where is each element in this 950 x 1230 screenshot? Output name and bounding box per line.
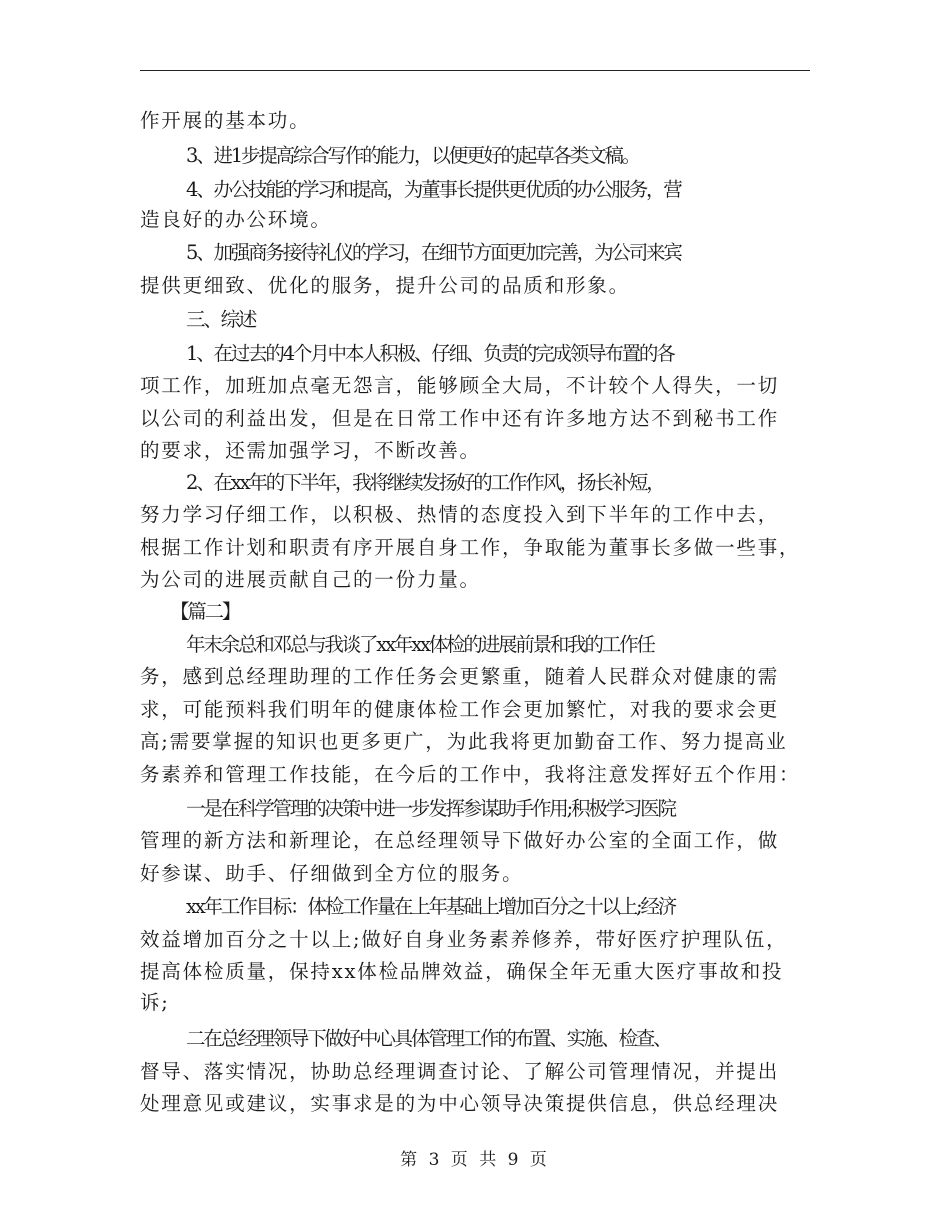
text-line: 2、在xx年的下半年，我将继续发扬好的工作作风，扬长补短， bbox=[186, 471, 664, 494]
text-line: 督导、落实情况，协助总经理调查讨论、了解公司管理情况，并提出 bbox=[140, 1060, 780, 1083]
text-line: 效益增加百分之十以上;做好自身业务素养修养，带好医疗护理队伍， bbox=[140, 928, 788, 951]
text-line: 务，感到总经理助理的工作任务会更繁重，随着人民群众对健康的需 bbox=[140, 665, 780, 688]
text-line: 求，可能预料我们明年的健康体检工作会更加繁忙，对我的要求会更 bbox=[140, 698, 780, 721]
text-line: 造良好的办公环境。 bbox=[140, 208, 332, 231]
text-line: 提供更细致、优化的服务，提升公司的品质和形象。 bbox=[140, 274, 630, 297]
text-line: 提高体检质量，保持xx体检品牌效益，确保全年无重大医疗事故和投 bbox=[140, 960, 784, 983]
section-heading: 【篇二】 bbox=[170, 600, 240, 623]
text-line: 1、在过去的4个月中本人积极、仔细、负责的完成领导布置的各 bbox=[186, 342, 674, 365]
text-line: 务素养和管理工作技能，在今后的工作中，我将注意发挥好五个作用： bbox=[140, 763, 801, 786]
text-line: 以公司的利益出发，但是在日常工作中还有许多地方达不到秘书工作 bbox=[140, 407, 780, 430]
text-line: 项工作，加班加点毫无怨言，能够顾全大局，不计较个人得失，一切 bbox=[140, 374, 780, 397]
text-line: 根据工作计划和职责有序开展自身工作，争取能为董事长多做一些事， bbox=[140, 536, 801, 559]
text-line: 管理的新方法和新理论，在总经理领导下做好办公室的全面工作，做 bbox=[140, 829, 780, 852]
text-line: 二在总经理领导下做好中心具体管理工作的布置、实施、检查、 bbox=[186, 1027, 671, 1050]
text-line: 的要求，还需加强学习，不断改善。 bbox=[140, 439, 481, 462]
text-line: 4、办公技能的学习和提高，为董事长提供更优质的办公服务，营 bbox=[186, 178, 681, 201]
text-line: 5、加强商务接待礼仪的学习，在细节方面更加完善，为公司来宾 bbox=[186, 241, 681, 264]
text-line: 年末余总和邓总与我谈了xx年xx体检的进展前景和我的工作任 bbox=[186, 633, 654, 656]
text-line: 努力学习仔细工作，以积极、热情的态度投入到下半年的工作中去， bbox=[140, 503, 780, 526]
text-line: 3、进1步提高综合写作的能力，以便更好的起草各类文稿。 bbox=[186, 144, 639, 167]
text-line: 处理意见或建议，实事求是的为中心领导决策提供信息，供总经理决 bbox=[140, 1092, 780, 1115]
text-line: 高;需要掌握的知识也更多更广，为此我将更加勤奋工作、努力提高业 bbox=[140, 730, 788, 753]
page-number: 第 3 页 共 9 页 bbox=[400, 1150, 550, 1170]
text-line: xx年工作目标：体检工作量在上年基础上增加百分之十以上;经济 bbox=[186, 895, 676, 918]
text-line: 为公司的进展贡献自己的一份力量。 bbox=[140, 568, 481, 591]
text-line: 好参谋、助手、仔细做到全方位的服务。 bbox=[140, 862, 524, 885]
text-line: 一是在科学管理的决策中进一步发挥参谋助手作用;积极学习医院 bbox=[186, 797, 675, 820]
header-rule bbox=[140, 70, 810, 71]
text-line: 诉; bbox=[140, 991, 170, 1014]
text-line: 作开展的基本功。 bbox=[140, 109, 311, 132]
section-heading: 三、综述 bbox=[186, 308, 256, 331]
